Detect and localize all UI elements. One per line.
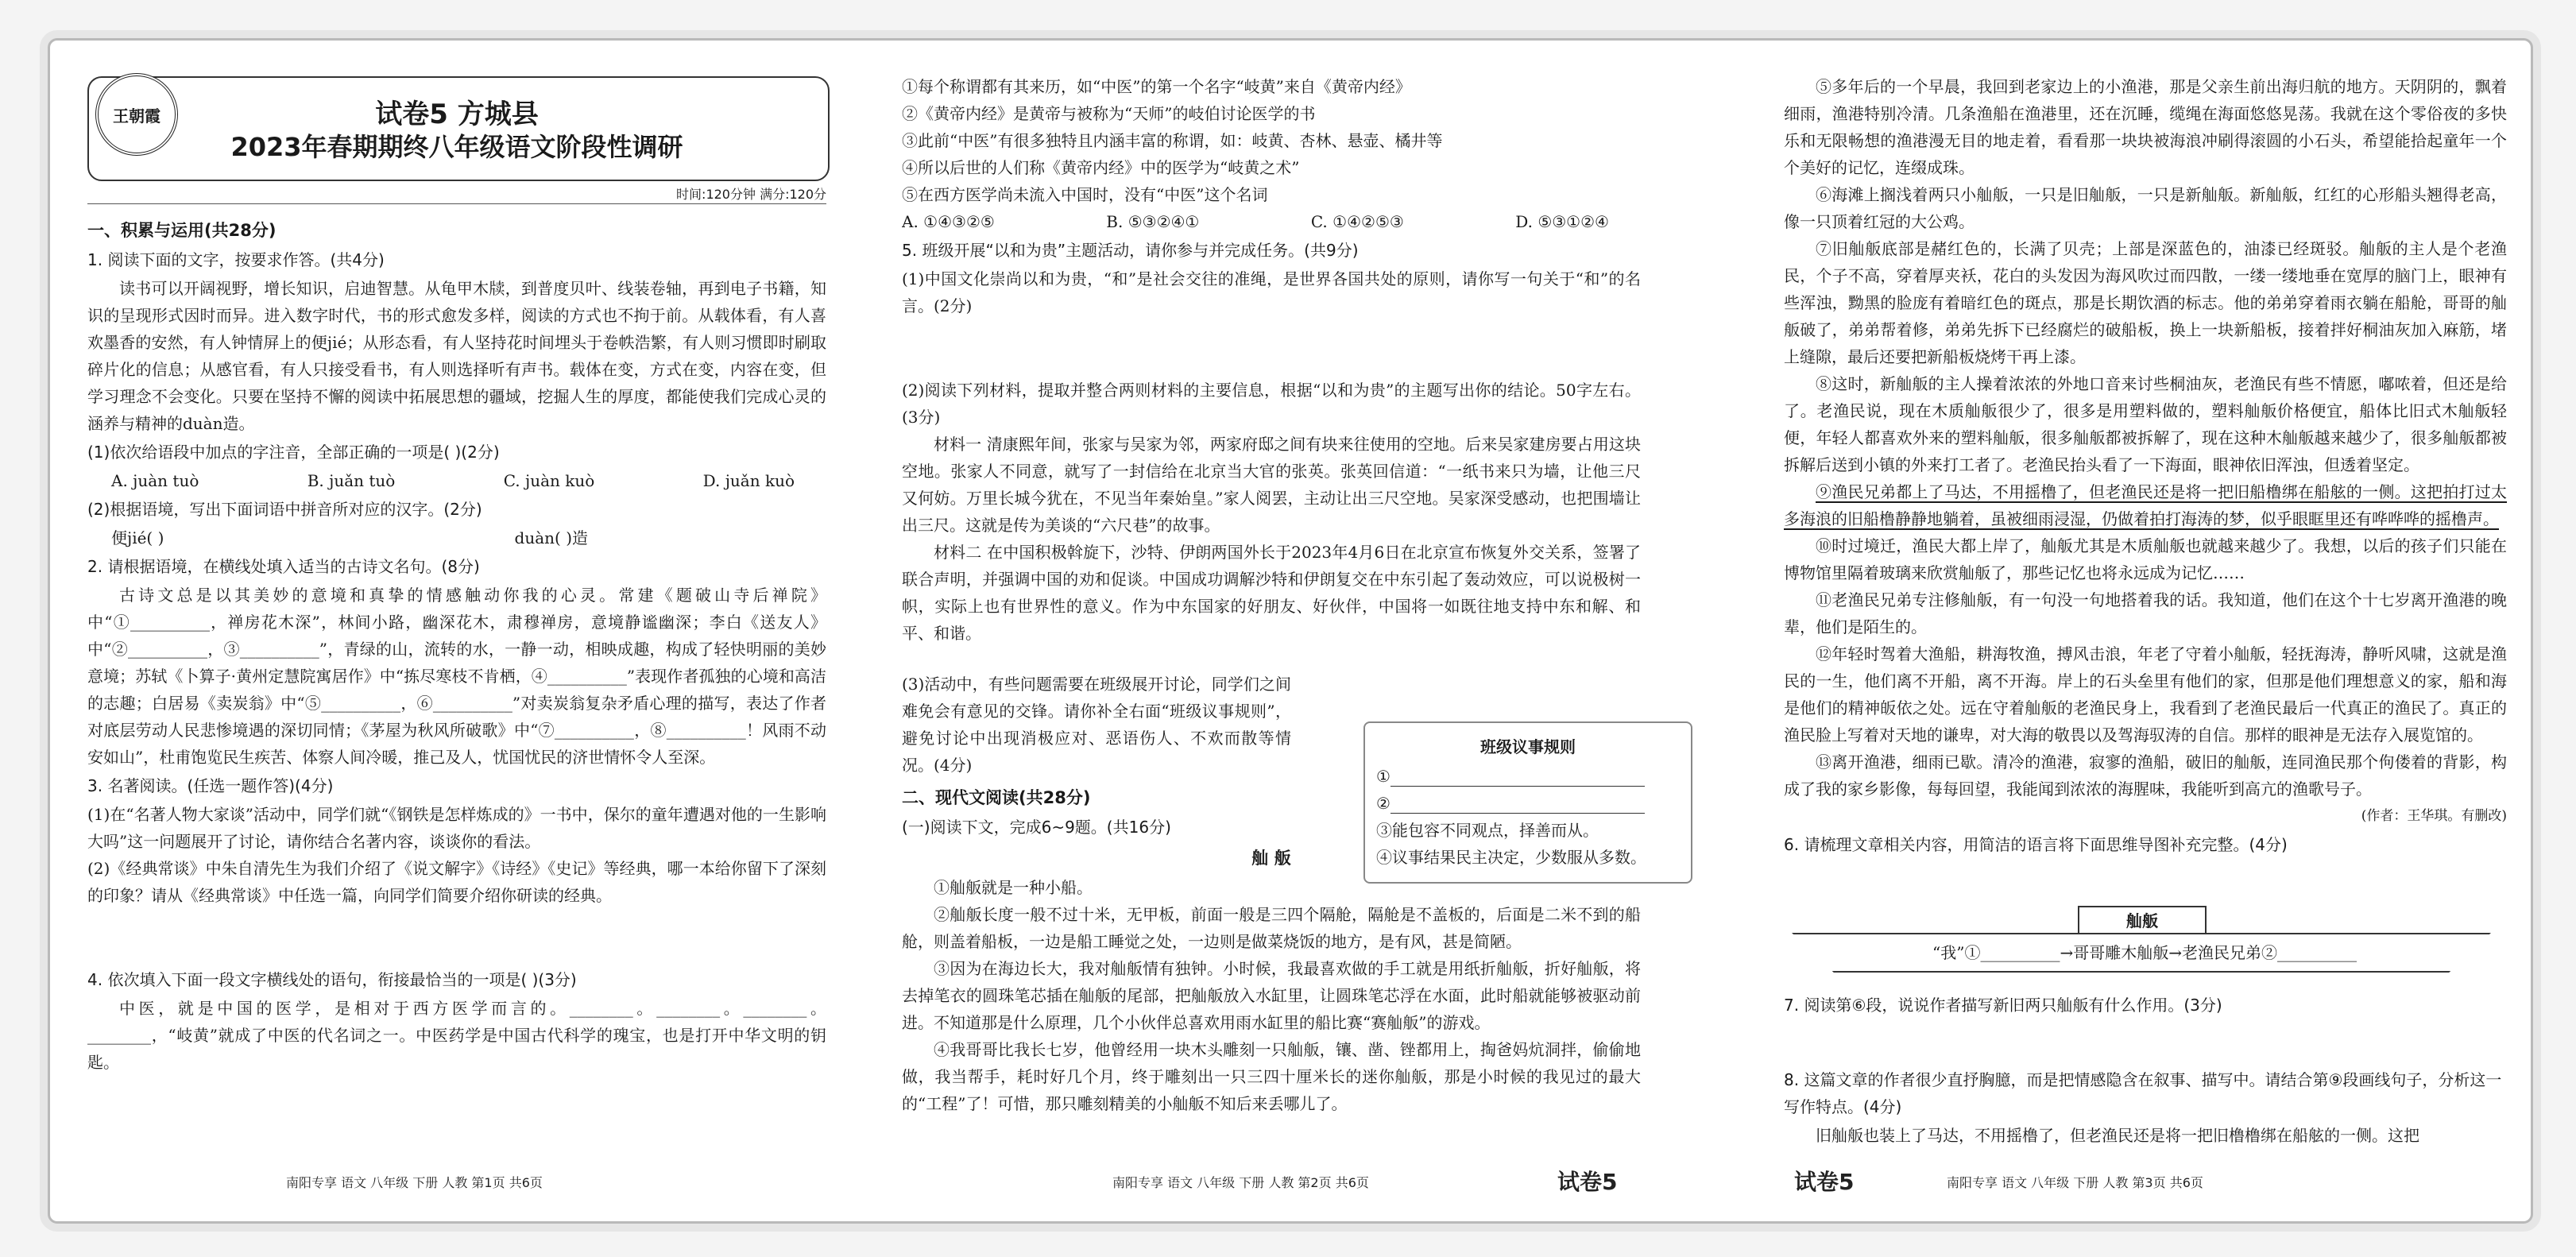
q4-item: ①每个称谓都有其来历，如“中医”的第一个名字“岐黄”来自《黄帝内经》	[902, 77, 1411, 96]
essay-paragraph: ④我哥哥比我长七岁，他曾经用一块木头雕刻一只舢舨，镶、凿、锉都用上，掏爸妈炕洞拌，偷偷地做，我当帮手，耗时好几个月，终于雕刻出一只三四十厘米长的迷你舢舨，那是小时候的我见过的最大的“工程”了！可惜，那只雕刻精美的小舢舨不知后来丢哪儿了。	[902, 1040, 1641, 1113]
q2-passage: 古诗文总是以其美妙的意境和真挚的情感触动你我的心灵。常建《题破山寺后禅院》中“①__________，禅房花木深”，林间小路，幽深花木，肃穆禅房，意境静谧幽深；李白《送友人》中“②__________，③__________”，青绿的山，流转的水，一静一动，相映成趣，构成了轻快明丽的美妙意境；苏轼《卜算子·黄州定慧院寓居作》中“拣尽寒枝不肯栖，④__________”表现作者孤独的心境和高洁的志趣；白居易《卖炭翁》中“⑤__________，⑥__________”对卖炭翁复杂矛盾心理的描写，表达了作者对底层劳动人民悲惨境遇的深切同情；《茅屋为秋风所破歌》中“⑦__________，⑧__________！风雨不动安如山”，杜甫饱览民生疾苦、体察人间冷暖，推己及人，忧国忧民的济世情怀令人至深。	[87, 586, 826, 767]
section-heading: 一、积累与运用(共28分)	[87, 221, 277, 240]
question-7: 7. 阅读第⑥段，说说作者描写新旧两只舢舨有什么作用。(3分)	[1784, 996, 2222, 1015]
exam-subtitle: 2023年春期期终八年级语文阶段性调研	[230, 132, 683, 162]
rules-box	[1363, 721, 1692, 884]
q1-passage: 读书可以开阔视野，增长知识，启迪智慧。从龟甲木牍，到普度贝叶、线装卷轴，再到电子书籍，知识的呈现形式因时而异。进入数字时代，书的形式愈发多样，阅读的方式也不拘于前。从载体看，有人喜欢墨香的安然，有人钟情屏上的便jié；从形态看，有人坚持花时间埋头于卷帙浩繁，有人则习惯即时刷取碎片化的信息；从感官看，有人只接受看书，有人则选择听有声书。载体在变，方式在变，内容在变，但学习理念不会变化。只要在坚持不懈的阅读中拓展思想的疆域，挖掘人生的厚度，都能使我们完成心灵的涵养与精神的duàn造。	[87, 279, 826, 433]
q4-item: ⑤在西方医学尚未流入中国时，没有“中医”这个名词	[902, 185, 1268, 204]
rule-item: ②	[1376, 790, 1691, 817]
essay-paragraph: ⑤多年后的一个早晨，我回到老家边上的小渔港，那是父亲生前出海归航的地方。天阴阴的，飘着细雨，渔港特别冷清。几条渔船在渔港里，还在沉睡，缆绳在海面悠悠晃荡。我就在这个零俗夜的多快乐和无限畅想的渔港漫无目的地走着，看看那一块块被海浪冲刷得滚圆的小石头，希望能拾起童年一个个美好的记忆，连缀成珠。	[1784, 77, 2507, 177]
footer-page-2: 南阳专享 语文 八年级 下册 人教 第2页 共6页	[1112, 1175, 1369, 1190]
question-2: 2. 请根据语境，在横线处填入适当的古诗文名句。(8分)	[87, 557, 480, 576]
column-1	[87, 211, 826, 1165]
essay-author: (作者：王华琪。有删改)	[2361, 808, 2507, 824]
question-4: 4. 依次填入下面一段文字横线处的语句，衔接最恰当的一项是( )(3分)	[87, 970, 577, 989]
option-d: D. juǎn kuò	[702, 471, 795, 490]
q1-sub2: (2)根据语境，写出下面词语中拼音所对应的汉字。(2分)	[87, 500, 482, 519]
publisher-logo: 王朝霞	[95, 73, 178, 156]
question-3: 3. 名著阅读。(任选一题作答)(4分)	[87, 776, 334, 795]
option-d: D. ⑤③①②④	[1515, 212, 1609, 231]
rule-item: ③能包容不同观点，择善而从。	[1376, 821, 1599, 840]
q5-sub2: (2)阅读下列材料，提取并整合两则材料的主要信息，根据“以和为贵”的主题写出你的结论。50字左右。(3分)	[902, 381, 1641, 427]
q3-sub1: (1)在“名著人物大家谈”活动中，同学们就“《钢铁是怎样炼成的》一书中，保尔的童年遭遇对他的一生影响大吗”这一问题展开了讨论，请你结合名著内容，谈谈你的看法。	[87, 805, 826, 851]
question-8: 8. 这篇文章的作者很少直抒胸臆，而是把情感隐含在叙事、描写中。请结合第⑨段画线句子，分析这一写作特点。(4分)	[1784, 1070, 2502, 1116]
essay-paragraph: ⑧这时，新舢舨的主人操着浓浓的外地口音来讨些桐油灰，老渔民有些不情愿，嘟哝着，但还是给了。老渔民说，现在木质舢舨很少了，很多是用塑料做的，塑料舢舨价格便宜，船体比旧式木舢舨轻便，年轻人都喜欢外来的塑料舢舨，很多舢舨都被拆解了，现在这种木舢舨越来越少了，很多舢舨都被拆解后送到小镇的外来打工者了。老渔民抬头看了一下海面，眼神依旧浑浊，但透着坚定。	[1784, 374, 2507, 474]
q5-sub1: (1)中国文化崇尚以和为贵，“和”是社会交往的准绳，是世界各国共处的原则，请你写一句关于“和”的名言。(2分)	[902, 269, 1641, 315]
q1-sub1: (1)依次给语段中加点的字注音，全部正确的一项是( )(2分)	[87, 443, 500, 462]
column-3	[1784, 73, 2507, 899]
material-2: 材料二 在中国积极斡旋下，沙特、伊朗两国外长于2023年4月6日在北京宣布恢复外交关系，签署了联合声明，并强调中国的劝和促谈。中国成功调解沙特和伊朗复交在中东引起了轰动效应，可以说极树一帜，实际上也有世界性的意义。作为中东国家的好朋友、好伙伴，中国将一如既往地支持中东和解、和平、和谐。	[902, 543, 1641, 643]
section-heading: 二、现代文阅读(共28分)	[902, 788, 1091, 807]
option-b: B. ⑤③②④①	[1106, 212, 1200, 231]
mind-map-boat	[1792, 906, 2491, 982]
header-rule	[87, 203, 826, 204]
essay-paragraph: ⑪老渔民兄弟专注修舢舨，有一句没一句地搭着我的话。我知道，他们在这个十七岁离开渔港的晚辈，他们是陌生的。	[1784, 590, 2507, 636]
essay-paragraph: ⑫年轻时驾着大渔船，耕海牧渔，搏风击浪，年老了守着小舢舨，轻抚海涛，静听风啸，这就是渔民的一生，他们离不开船，离不开海。岸上的石头垒里有他们的家，但那是他们理想意义的家，船和海是他们的精神皈依之处。远在守着舢舨的老渔民身上，我看到了老渔民最后一代真正的渔民了。真正的渔民脸上写着对天地的谦卑，对大海的敬畏以及驾海驭涛的自信。那样的眼神是无法存入展览馆的。	[1784, 644, 2507, 745]
q1-fill	[87, 524, 826, 551]
reading-1-heading: (一)阅读下文，完成6~9题。(共16分)	[902, 818, 1171, 837]
essay-paragraph: ⑬离开渔港，细雨已歇。清冷的渔港，寂寥的渔船，破旧的舢舨，连同渔民那个佝偻着的背影，构成了我的家乡影像，每每回望，我能闻到浓浓的海腥味，我能听到高亢的渔歌号子。	[1784, 752, 2507, 799]
q1-options	[87, 467, 826, 494]
fill-1: 便jié( )	[111, 528, 164, 547]
column-3-lower	[1784, 990, 2507, 1173]
option-a: A. juàn tuò	[111, 471, 199, 490]
q4-item: ④所以后世的人们称《黄帝内经》中的医学为“岐黄之术”	[902, 158, 1300, 177]
q4-passage: 中医，就是中国的医学，是相对于西方医学而言的。________。________。________。________，“岐黄”就成了中医的代名词之一。中医药学是中国古代科学的瑰宝，也是打开中华文明的钥匙。	[87, 999, 826, 1072]
boat-flow: “我”①__________→哥哥雕木舢舨→老渔民兄弟②__________	[1932, 943, 2357, 962]
q3-sub2: (2)《经典常谈》中朱自清先生为我们介绍了《说文解字》《诗经》《史记》等经典，哪一本给你留下了深刻的印象？请从《经典常谈》中任选一篇，向同学们简要介绍你研读的经典。	[87, 859, 826, 905]
rule-item: ④议事结果民主决定，少数服从多数。	[1376, 848, 1646, 867]
essay-paragraph: ⑩时过境迁，渔民大都上岸了，舢舨尤其是木质舢舨也就越来越少了。我想，以后的孩子们只能在博物馆里隔着玻璃来欣赏舢舨了，那些记忆也将永远成为记忆……	[1784, 536, 2507, 582]
q4-options	[902, 208, 1641, 235]
q4-item: ②《黄帝内经》是黄帝与被称为“天师”的岐伯讨论医学的书	[902, 104, 1316, 123]
footer-exam-tag: 试卷5	[1557, 1169, 1618, 1195]
fill-2: duàn( )造	[514, 528, 588, 547]
boat-title: 舢舨	[2078, 906, 2207, 936]
footer-page-3: 南阳专享 语文 八年级 下册 人教 第3页 共6页	[1947, 1175, 2203, 1190]
column-2	[902, 73, 1641, 1165]
rule-item: ①	[1376, 763, 1691, 790]
option-c: C. ①④②⑤③	[1310, 212, 1404, 231]
essay-paragraph: ②舢舨长度一般不过十米，无甲板，前面一般是三四个隔舱，隔舱是不盖板的，后面是二米不到的船舱，则盖着船板，一边是船工睡觉之处，一边则是做菜烧饭的地方，是有风，甚是简陋。	[902, 905, 1641, 951]
question-1: 1. 阅读下面的文字，按要求作答。(共4分)	[87, 250, 385, 269]
footer-page-1: 南阳专享 语文 八年级 下册 人教 第1页 共6页	[286, 1175, 543, 1190]
option-a: A. ①④③②⑤	[902, 212, 995, 231]
question-6: 6. 请梳理文章相关内容，用简洁的语言将下面思维导图补充完整。(4分)	[1784, 835, 2288, 854]
essay-paragraph: ③因为在海边长大，我对舢舨情有独钟。小时候，我最喜欢做的手工就是用纸折舢舨，折好舢舨，将去掉笔衣的圆珠笔芯插在舢舨的尾部，把舢舨放入水缸里，让圆珠笔芯浮在水面，此时船就能够被驱动前进。不知道那是什么原理，几个小伙伴总喜欢用雨水缸里的船比赛“赛舢舨”的游戏。	[902, 959, 1641, 1032]
q4-item: ③此前“中医”有很多独特且内涵丰富的称谓，如：岐黄、杏林、悬壶、橘井等	[902, 131, 1443, 150]
question-5: 5. 班级开展“以和为贵”主题活动，请你参与并完成任务。(共9分)	[902, 241, 1359, 260]
essay-paragraph: ⑦旧舢舨底部是赭红色的，长满了贝壳；上部是深蓝色的，油漆已经斑驳。舢舨的主人是个老渔民，个子不高，穿着厚夹袄，花白的头发因为海风吹过而四散，一缕一缕地垂在宽厚的脑门上，眼神有些浑浊，黝黑的脸庞有着暗红色的斑点，那是长期饮酒的标志。他的弟弟穿着雨衣躺在船舱，哥哥的舢舨破了，弟弟帮着修，弟弟先拆下已经腐烂的破船板，换上一块新船板，接着拌好桐油灰加入麻筋，堵上缝隙，最后还要把新船板烧烤干再上漆。	[1784, 239, 2507, 366]
q8-quote: 旧舢舨也装上了马达，不用摇橹了，但老渔民还是将一把旧橹橹绑在船舷的一侧。这把	[1816, 1126, 2419, 1145]
exam-meta: 时间:120分钟 满分:120分	[676, 187, 826, 202]
essay-paragraph: ①舢舨就是一种小船。	[934, 878, 1093, 897]
option-b: B. juǎn tuò	[307, 471, 396, 490]
footer-exam-tag: 试卷5	[1794, 1169, 1855, 1195]
rules-title: 班级议事规则	[1480, 737, 1576, 756]
essay-paragraph: ⑥海滩上搁浅着两只小舢舨，一只是旧舢舨，一只是新舢舨。新舢舨，红红的心形船头翘得老高，像一只顶着红冠的大公鸡。	[1784, 185, 2507, 231]
material-1: 材料一 清康熙年间，张家与吴家为邻，两家府邸之间有块来往使用的空地。后来吴家建房要占用这块空地。张家人不同意，就写了一封信给在北京当大官的张英。张英回信道：“一纸书来只为墙，让他三尺又何妨。万里长城今犹在，不见当年秦始皇。”家人阅罢，主动让出三尺空地。吴家深受感动，也把围墙让出三尺。这就是传为美谈的“六尺巷”的故事。	[902, 435, 1641, 535]
essay-paragraph-underlined: ⑨渔民兄弟都上了马达，不用摇橹了，但老渔民还是将一把旧船橹绑在船舷的一侧。这把拍打过太多海浪的旧船橹静静地躺着，虽被细雨浸湿，仍做着拍打海涛的梦，似乎眼眶里还有哗哗哗的摇橹声。	[1784, 482, 2507, 528]
q5-sub3: (3)活动中，有些问题需要在班级展开讨论，同学们之间难免会有意见的交锋。请你补全右面“班级议事规则”，避免讨论中出现消极应对、恶语伤人、不欢而散等情况。(4分)	[902, 675, 1291, 775]
exam-title: 试卷5 方城县	[375, 99, 539, 130]
option-c: C. juàn kuò	[503, 471, 595, 490]
essay-title: 舢 舨	[1251, 849, 1291, 868]
